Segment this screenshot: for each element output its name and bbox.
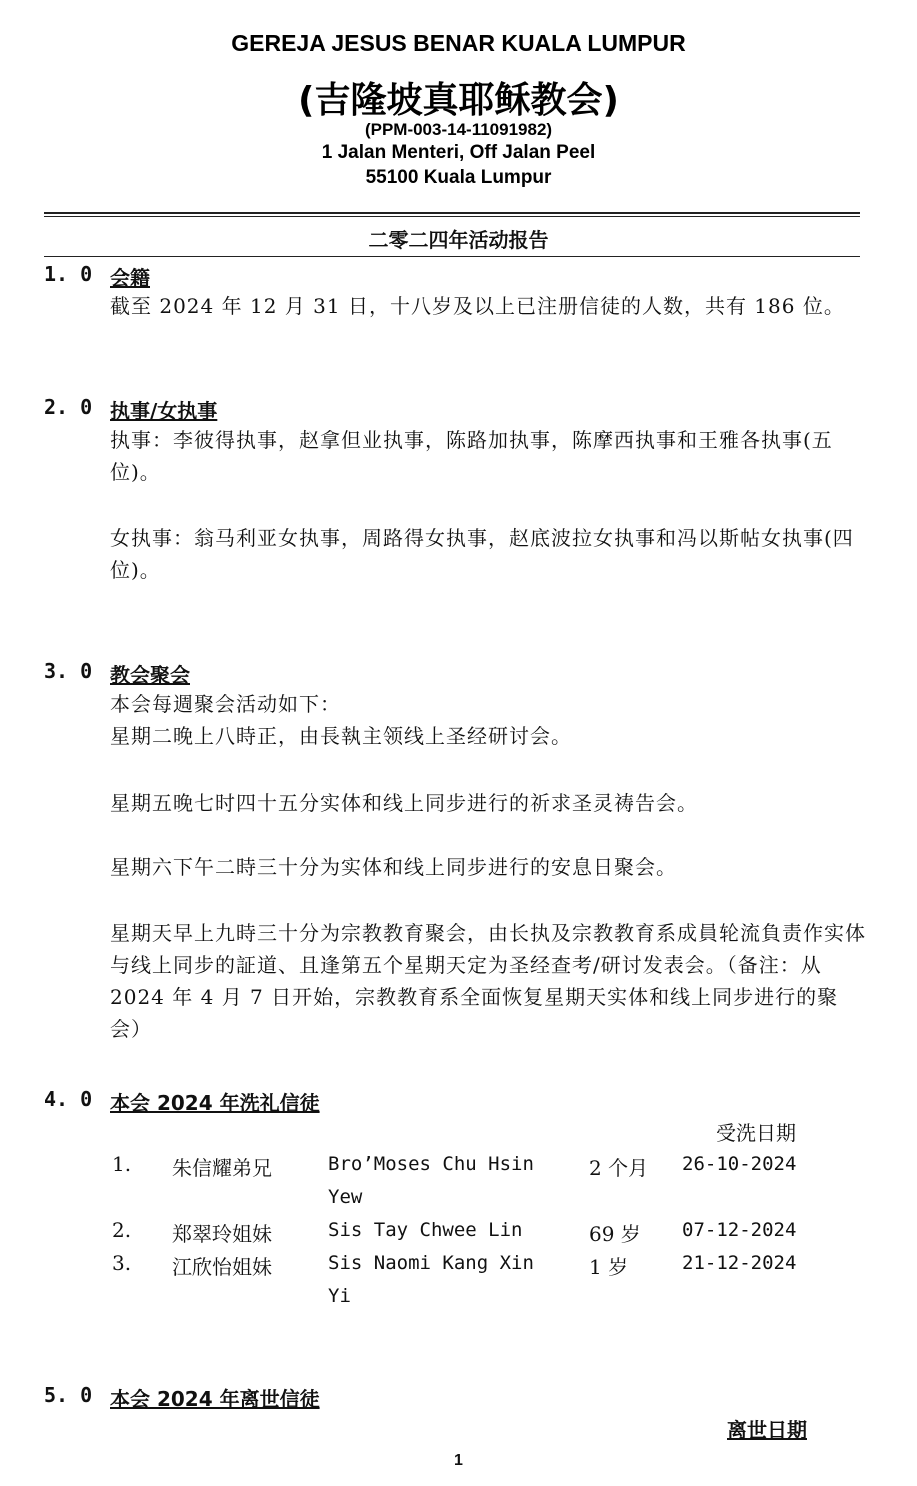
org-name-chinese: (吉隆坡真耶稣教会) (298, 80, 619, 121)
name-chinese: 朱信耀弟兄 (172, 1156, 272, 1180)
age: 1 岁 (589, 1255, 629, 1279)
saturday-service: 星期六下午二時三十分为实体和线上同步进行的安息日聚会。 (110, 855, 677, 879)
row-number: 3. (112, 1251, 132, 1275)
age: 69 岁 (589, 1222, 641, 1246)
page-number: 1 (454, 1452, 463, 1469)
registration-number: (PPM-003-14-11091982) (364, 120, 553, 139)
baptism-date: 07-12-2024 (682, 1219, 797, 1241)
name-chinese: 郑翠玲姐妹 (172, 1222, 272, 1246)
section-number: 2. 0 (44, 395, 93, 419)
baptism-date: 26-10-2024 (682, 1153, 797, 1175)
baptism-date: 21-12-2024 (682, 1252, 797, 1274)
section-title-membership: 会籍 (110, 266, 150, 290)
membership-paragraph: 截至 2024 年 12 月 31 日，十八岁及以上已注册信徒的人数，共有 186 位。 (110, 294, 845, 318)
section-title-deceased: 本会 2024 年离世信徒 (110, 1387, 320, 1411)
tuesday-service: 星期二晚上八時正，由長執主领线上圣经研讨会。 (110, 724, 572, 748)
org-name: GEREJA JESUS BENAR KUALA LUMPUR (231, 30, 686, 56)
name-english-cont: Yi (328, 1285, 351, 1307)
address-line-1: 1 Jalan Menteri, Off Jalan Peel (321, 142, 596, 163)
row-number: 1. (112, 1152, 132, 1176)
address-line-2: 55100 Kuala Lumpur (365, 167, 552, 188)
name-english-cont: Yew (328, 1186, 363, 1208)
deacons-paragraph: 执事：李彼得执事，赵拿但业执事，陈路加执事，陈摩西执事和王雅各执事(五位)。 (110, 428, 833, 484)
section-number: 4. 0 (44, 1087, 93, 1111)
services-intro: 本会每週聚会活动如下： (110, 692, 341, 716)
deaconesses-paragraph: 女执事：翁马利亚女执事，周路得女执事，赵底波拉女执事和冯以斯帖女执事(四位)。 (110, 526, 854, 582)
name-english: Bro’Moses Chu Hsin (328, 1153, 534, 1175)
report-title: 二零二四年活动报告 (368, 228, 549, 252)
deceased-date-header: 离世日期 (727, 1418, 807, 1442)
section-number: 5. 0 (44, 1383, 93, 1407)
section-number: 1. 0 (44, 262, 93, 286)
header-divider-thick (44, 212, 860, 214)
section-title-baptisms: 本会 2024 年洗礼信徒 (110, 1091, 320, 1115)
name-chinese: 江欣怡姐妹 (172, 1255, 272, 1279)
title-divider (44, 256, 860, 257)
section-title-deacons: 执事/女执事 (110, 399, 218, 423)
section-number: 3. 0 (44, 659, 93, 683)
name-english: Sis Naomi Kang Xin (328, 1252, 534, 1274)
row-number: 2. (112, 1218, 132, 1242)
baptism-date-header: 受洗日期 (716, 1121, 796, 1145)
header-divider-thin (44, 216, 860, 217)
friday-service: 星期五晚七时四十五分实体和线上同步进行的祈求圣灵祷告会。 (110, 791, 698, 815)
section-title-services: 教会聚会 (110, 663, 190, 687)
age: 2 个月 (589, 1156, 649, 1180)
sunday-service: 星期天早上九時三十分为宗教教育聚会，由长执及宗教教育系成員轮流負责作实体与线上同步的証道、且逢第五个星期天定为圣经查考/研讨发表会。（备注：从 2024 年 4 月 7 日开始，宗教教育系全面恢复星期天实体和线上同步进行的聚会） (110, 921, 866, 1041)
name-english: Sis Tay Chwee Lin (328, 1219, 523, 1241)
